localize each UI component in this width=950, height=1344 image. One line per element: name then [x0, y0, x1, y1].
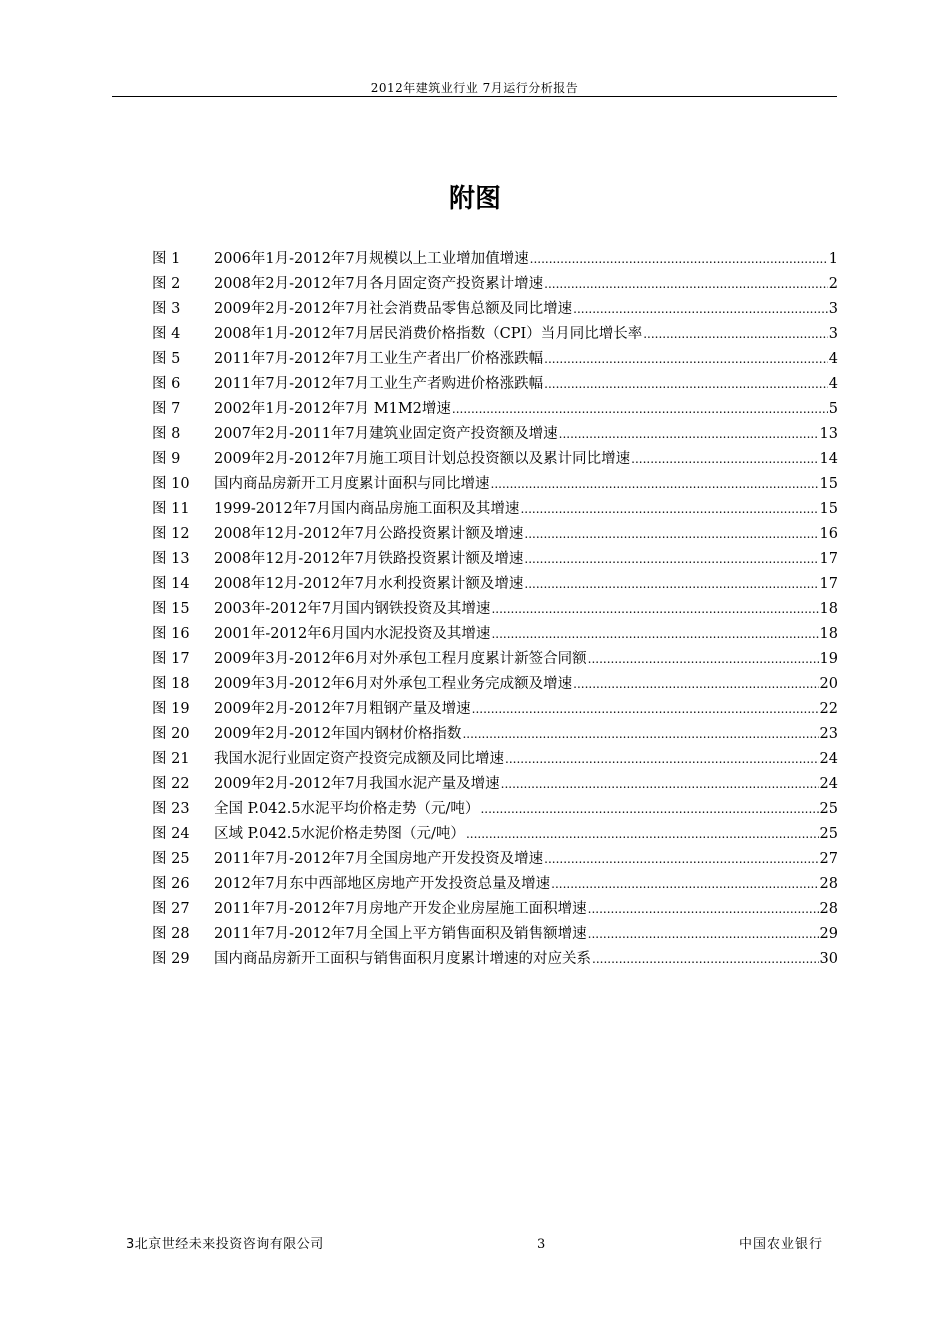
- toc-figure-label: 图 23: [152, 801, 190, 817]
- toc-figure-label: 图 17: [152, 651, 190, 667]
- toc-figure-label: 图 25: [152, 851, 190, 867]
- page-header: 2012年建筑业行业 7月运行分析报告: [370, 81, 579, 95]
- toc-entry[interactable]: [152, 297, 838, 322]
- toc-figure-title: 我国水泥行业固定资产投资完成额及同比增速: [214, 751, 504, 767]
- toc-figure-title: 2008年12月-2012年7月铁路投资累计额及增速: [214, 551, 524, 567]
- toc-page-number: 16: [819, 526, 838, 542]
- toc-dot-leader: [452, 397, 828, 422]
- toc-dot-leader: [592, 947, 819, 972]
- toc-figure-title: 2011年7月-2012年7月工业生产者购进价格涨跌幅: [214, 376, 544, 392]
- toc-entry[interactable]: [152, 622, 838, 647]
- toc-figure-label: 图 12: [152, 526, 190, 542]
- toc-dot-leader: [524, 522, 818, 547]
- toc-entry[interactable]: [152, 747, 838, 772]
- toc-figure-title: 国内商品房新开工月度累计面积与同比增速: [214, 476, 490, 492]
- toc-page-number: 3: [828, 326, 838, 342]
- toc-entry[interactable]: [152, 872, 838, 897]
- toc-figure-label: 图 14: [152, 576, 190, 592]
- toc-dot-leader: [505, 747, 819, 772]
- toc-figure-label: 图 10: [152, 476, 190, 492]
- header-divider: [112, 96, 837, 97]
- toc-entry[interactable]: [152, 447, 838, 472]
- toc-entry[interactable]: [152, 397, 838, 422]
- toc-page-number: 17: [819, 576, 838, 592]
- toc-dot-leader: [631, 447, 818, 472]
- toc-figure-label: 图 4: [152, 326, 181, 342]
- toc-figure-title: 2003年-2012年7月国内钢铁投资及其增速: [214, 601, 491, 617]
- toc-dot-leader: [551, 872, 818, 897]
- toc-figure-label: 图 22: [152, 776, 190, 792]
- toc-figure-title: 2008年1月-2012年7月居民消费价格指数（CPI）当月同比增长率: [214, 326, 643, 342]
- toc-figure-label: 图 18: [152, 676, 190, 692]
- toc-entry[interactable]: [152, 797, 838, 822]
- toc-page-number: 15: [819, 476, 838, 492]
- toc-entry[interactable]: [152, 322, 838, 347]
- toc-entry[interactable]: [152, 372, 838, 397]
- toc-entry[interactable]: [152, 597, 838, 622]
- toc-entry[interactable]: [152, 722, 838, 747]
- toc-page-number: 28: [819, 876, 838, 892]
- toc-page-number: 18: [819, 601, 838, 617]
- toc-figure-label: 图 11: [152, 501, 190, 517]
- toc-figure-label: 图 24: [152, 826, 190, 842]
- toc-entry[interactable]: [152, 272, 838, 297]
- toc-entry[interactable]: [152, 897, 838, 922]
- toc-figure-label: 图 13: [152, 551, 190, 567]
- toc-dot-leader: [573, 297, 828, 322]
- toc-page-number: 27: [819, 851, 838, 867]
- toc-dot-leader: [491, 472, 819, 497]
- toc-dot-leader: [530, 247, 828, 272]
- toc-figure-label: 图 28: [152, 926, 190, 942]
- toc-figure-title: 2009年2月-2012年7月施工项目计划总投资额以及累计同比增速: [214, 451, 631, 467]
- toc-page-number: 28: [819, 901, 838, 917]
- toc-figure-label: 图 15: [152, 601, 190, 617]
- toc-figure-label: 图 20: [152, 726, 190, 742]
- toc-dot-leader: [643, 322, 828, 347]
- toc-dot-leader: [501, 772, 819, 797]
- toc-figure-title: 2011年7月-2012年7月全国房地产开发投资及增速: [214, 851, 544, 867]
- toc-page-number: 3: [828, 301, 838, 317]
- toc-dot-leader: [472, 697, 819, 722]
- footer-bank: 中国农业银行: [739, 1237, 824, 1252]
- toc-figure-label: 图 26: [152, 876, 190, 892]
- toc-figure-label: 图 16: [152, 626, 190, 642]
- toc-figure-label: 图 8: [152, 426, 181, 442]
- toc-figure-label: 图 27: [152, 901, 190, 917]
- toc-dot-leader: [491, 597, 818, 622]
- toc-entry[interactable]: [152, 672, 838, 697]
- toc-page-number: 5: [828, 401, 838, 417]
- toc-dot-leader: [524, 572, 818, 597]
- toc-dot-leader: [466, 822, 819, 847]
- toc-figure-label: 图 7: [152, 401, 181, 417]
- toc-figure-title: 2011年7月-2012年7月全国上平方销售面积及销售额增速: [214, 926, 587, 942]
- toc-entry[interactable]: [152, 497, 838, 522]
- toc-entry[interactable]: [152, 522, 838, 547]
- toc-page-number: 29: [819, 926, 838, 942]
- toc-figure-title: 2001年-2012年6月国内水泥投资及其增速: [214, 626, 491, 642]
- toc-dot-leader: [588, 647, 819, 672]
- toc-figure-title: 2012年7月东中西部地区房地产开发投资总量及增速: [214, 876, 551, 892]
- toc-page-number: 18: [819, 626, 838, 642]
- toc-figure-title: 2009年2月-2012年国内钢材价格指数: [214, 726, 462, 742]
- toc-page-number: 19: [819, 651, 838, 667]
- toc-figure-title: 2011年7月-2012年7月工业生产者出厂价格涨跌幅: [214, 351, 544, 367]
- toc-entry[interactable]: [152, 822, 838, 847]
- toc-dot-leader: [544, 347, 828, 372]
- toc-page-number: 30: [819, 951, 838, 967]
- toc-figure-label: 图 1: [152, 251, 181, 267]
- toc-entry[interactable]: [152, 647, 838, 672]
- toc-page-number: 14: [819, 451, 838, 467]
- toc-figure-label: 图 19: [152, 701, 190, 717]
- toc-dot-leader: [544, 272, 828, 297]
- toc-dot-leader: [559, 422, 819, 447]
- toc-entry[interactable]: [152, 572, 838, 597]
- toc-dot-leader: [573, 672, 818, 697]
- toc-page-number: 25: [819, 826, 838, 842]
- toc-figure-title: 2002年1月-2012年7月 M1M2增速: [214, 401, 451, 417]
- toc-figure-title: 2009年3月-2012年6月对外承包工程业务完成额及增速: [214, 676, 573, 692]
- toc-dot-leader: [462, 722, 818, 747]
- toc-figure-label: 图 2: [152, 276, 181, 292]
- toc-page-number: 15: [819, 501, 838, 517]
- toc-page-number: 20: [819, 676, 838, 692]
- toc-entry[interactable]: [152, 547, 838, 572]
- toc-entry[interactable]: [152, 422, 838, 447]
- toc-figure-title: 2009年2月-2012年7月社会消费品零售总额及同比增速: [214, 301, 573, 317]
- toc-page-number: 4: [828, 351, 838, 367]
- toc-figure-title: 2011年7月-2012年7月房地产开发企业房屋施工面积增速: [214, 901, 587, 917]
- footer-page-number: 3: [537, 1237, 546, 1252]
- toc-entry[interactable]: [152, 697, 838, 722]
- toc-figure-title: 2008年2月-2012年7月各月固定资产投资累计增速: [214, 276, 544, 292]
- toc-entry[interactable]: [152, 772, 838, 797]
- toc-figure-label: 图 3: [152, 301, 181, 317]
- toc-page-number: 17: [819, 551, 838, 567]
- toc-figure-title: 2009年2月-2012年7月粗钢产量及增速: [214, 701, 471, 717]
- toc-page-number: 1: [828, 251, 838, 267]
- toc-page-number: 23: [819, 726, 838, 742]
- toc-page-number: 4: [828, 376, 838, 392]
- toc-page-number: 24: [819, 751, 838, 767]
- toc-entry[interactable]: [152, 247, 838, 272]
- toc-figure-label: 图 6: [152, 376, 181, 392]
- toc-dot-leader: [491, 622, 818, 647]
- toc-figure-label: 图 21: [152, 751, 190, 767]
- toc-dot-leader: [588, 897, 819, 922]
- toc-page-number: 25: [819, 801, 838, 817]
- page-title: 附图: [448, 184, 501, 214]
- toc-figure-label: 图 5: [152, 351, 181, 367]
- toc-figure-title: 2006年1月-2012年7月规模以上工业增加值增速: [214, 251, 529, 267]
- toc-figure-title: 1999-2012年7月国内商品房施工面积及其增速: [214, 501, 520, 517]
- toc-dot-leader: [520, 497, 818, 522]
- toc-figure-title: 国内商品房新开工面积与销售面积月度累计增速的对应关系: [214, 951, 591, 967]
- toc-page-number: 13: [819, 426, 838, 442]
- toc-entry[interactable]: [152, 347, 838, 372]
- toc-figure-title: 2008年12月-2012年7月水利投资累计额及增速: [214, 576, 524, 592]
- toc-entry[interactable]: [152, 472, 838, 497]
- toc-entry[interactable]: [152, 947, 838, 972]
- toc-dot-leader: [524, 547, 818, 572]
- toc-figure-title: 全国 P.042.5水泥平均价格走势（元/吨）: [214, 801, 480, 817]
- toc-entry[interactable]: [152, 922, 838, 947]
- toc-figure-title: 2008年12月-2012年7月公路投资累计额及增速: [214, 526, 524, 542]
- toc-page-number: 24: [819, 776, 838, 792]
- toc-figure-title: 2009年2月-2012年7月我国水泥产量及增速: [214, 776, 500, 792]
- toc-dot-leader: [544, 372, 828, 397]
- toc-figure-label: 图 9: [152, 451, 181, 467]
- toc-figure-label: 图 29: [152, 951, 190, 967]
- toc-figure-title: 2009年3月-2012年6月对外承包工程月度累计新签合同额: [214, 651, 587, 667]
- figure-index-list: [152, 247, 838, 972]
- toc-figure-title: 区域 P.042.5水泥价格走势图（元/吨）: [214, 826, 465, 842]
- footer-company: 3北京世经未来投资咨询有限公司: [126, 1237, 324, 1252]
- toc-entry[interactable]: [152, 847, 838, 872]
- toc-dot-leader: [480, 797, 818, 822]
- toc-dot-leader: [588, 922, 819, 947]
- toc-figure-title: 2007年2月-2011年7月建筑业固定资产投资额及增速: [214, 426, 558, 442]
- toc-dot-leader: [544, 847, 818, 872]
- toc-page-number: 22: [819, 701, 838, 717]
- toc-page-number: 2: [828, 276, 838, 292]
